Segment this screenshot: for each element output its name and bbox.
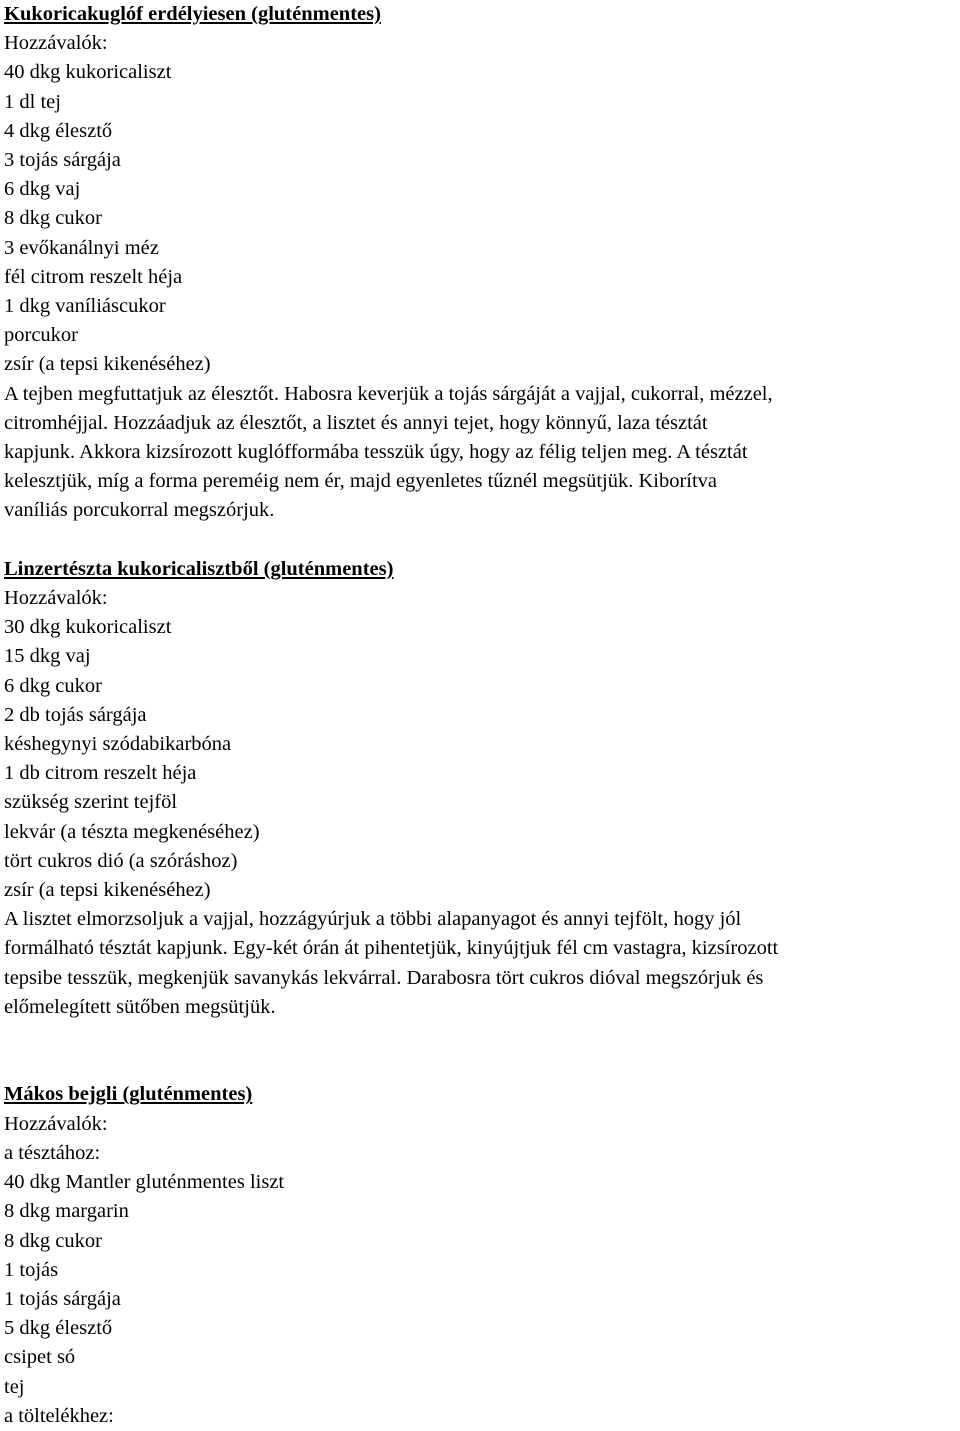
- document-page: [4, 0, 956, 1431]
- ingredient-item: a tésztához:: [4, 1141, 101, 1164]
- ingredient-item: 1 tojás: [4, 1258, 59, 1281]
- ingredient-item: a töltelékhez:: [4, 1404, 114, 1427]
- instruction-line: előmelegített sütőben megsütjük.: [4, 995, 276, 1018]
- ingredient-item: tej: [4, 1375, 25, 1398]
- ingredient-item: csipet só: [4, 1346, 76, 1369]
- instruction-line: tepsibe tesszük, megkenjük savanykás lekvárral. Darabosra tört cukros dióval megszórjuk és: [4, 966, 764, 989]
- instruction-line: kapjunk. Akkora kizsírozott kuglófformába tesszük úgy, hogy az félig teljen meg. A tésztát: [4, 441, 748, 464]
- ingredient-item: lekvár (a tészta megkenéséhez): [4, 820, 260, 843]
- instructions-paragraph: [4, 380, 956, 526]
- ingredient-item: késhegynyi szódabikarbóna: [4, 733, 232, 756]
- instruction-line: kelesztjük, míg a forma pereméig nem ér, majd egyenletes tűznél megsütjük. Kiborítva: [4, 470, 718, 493]
- ingredient-item: 8 dkg cukor: [4, 207, 102, 230]
- instructions-paragraph: [4, 905, 956, 1022]
- recipe-title: Linzertészta kukoricalisztből (gluténmentes): [4, 557, 394, 580]
- ingredient-item: tört cukros dió (a szóráshoz): [4, 849, 238, 872]
- recipe-title: Mákos bejgli (gluténmentes): [4, 1083, 253, 1106]
- instruction-line: A tejben megfuttatjuk az élesztőt. Habosra keverjük a tojás sárgáját a vajjal, cukorral, mézzel,: [4, 382, 773, 405]
- ingredient-item: 3 evőkanálnyi méz: [4, 236, 159, 259]
- ingredient-item: 1 tojás sárgája: [4, 1287, 121, 1310]
- ingredient-item: fél citrom reszelt héja: [4, 265, 183, 288]
- ingredient-item: 5 dkg élesztő: [4, 1317, 113, 1340]
- ingredient-item: szükség szerint tejföl: [4, 791, 178, 814]
- ingredient-item: 6 dkg cukor: [4, 674, 102, 697]
- ingredients-header: Hozzávalók:: [4, 1112, 108, 1135]
- section-spacer: [4, 1022, 956, 1080]
- ingredient-item: zsír (a tepsi kikenéséhez): [4, 353, 211, 376]
- instruction-line: citromhéjjal. Hozzáadjuk az élesztőt, a lisztet és annyi tejet, hogy könnyű, laza tésztát: [4, 411, 708, 434]
- ingredient-item: 30 dkg kukoricaliszt: [4, 616, 172, 639]
- section-spacer: [4, 526, 956, 555]
- ingredient-item: 4 dkg élesztő: [4, 119, 113, 142]
- ingredient-item: 3 tojás sárgája: [4, 149, 121, 172]
- ingredients-header: Hozzávalók:: [4, 587, 108, 610]
- ingredient-item: 1 db citrom reszelt héja: [4, 762, 197, 785]
- ingredient-item: zsír (a tepsi kikenéséhez): [4, 879, 211, 902]
- instruction-line: A lisztet elmorzsoljuk a vajjal, hozzágyúrjuk a többi alapanyagot és annyi tejfölt, hogy jól: [4, 908, 742, 931]
- instruction-line: vaníliás porcukorral megszórjuk.: [4, 499, 275, 522]
- recipe-kukoricakuglof: [4, 0, 956, 526]
- ingredient-item: 6 dkg vaj: [4, 178, 81, 201]
- ingredient-list: [4, 58, 956, 379]
- ingredient-item: 2 db tojás sárgája: [4, 703, 147, 726]
- ingredient-item: 40 dkg Mantler gluténmentes liszt: [4, 1171, 285, 1194]
- ingredient-list: [4, 1139, 956, 1431]
- recipe-title: Kukoricakuglóf erdélyiesen (gluténmentes): [4, 3, 381, 25]
- ingredient-item: 15 dkg vaj: [4, 645, 91, 668]
- ingredient-item: 8 dkg cukor: [4, 1229, 102, 1252]
- ingredient-item: 1 dkg vaníliáscukor: [4, 295, 166, 318]
- recipe-makos-bejgli: [4, 1080, 956, 1430]
- ingredient-item: 8 dkg margarin: [4, 1200, 129, 1223]
- ingredient-item: porcukor: [4, 324, 79, 347]
- ingredient-item: 1 dl tej: [4, 90, 61, 113]
- ingredient-list: [4, 613, 956, 905]
- instruction-line: formálható tésztát kapjunk. Egy-két órán át pihentetjük, kinyújtjuk fél cm vastagra, kizsírozott: [4, 937, 779, 960]
- recipe-linzerteszta: [4, 555, 956, 1022]
- ingredients-header: Hozzávalók:: [4, 32, 108, 55]
- ingredient-item: 40 dkg kukoricaliszt: [4, 61, 172, 84]
